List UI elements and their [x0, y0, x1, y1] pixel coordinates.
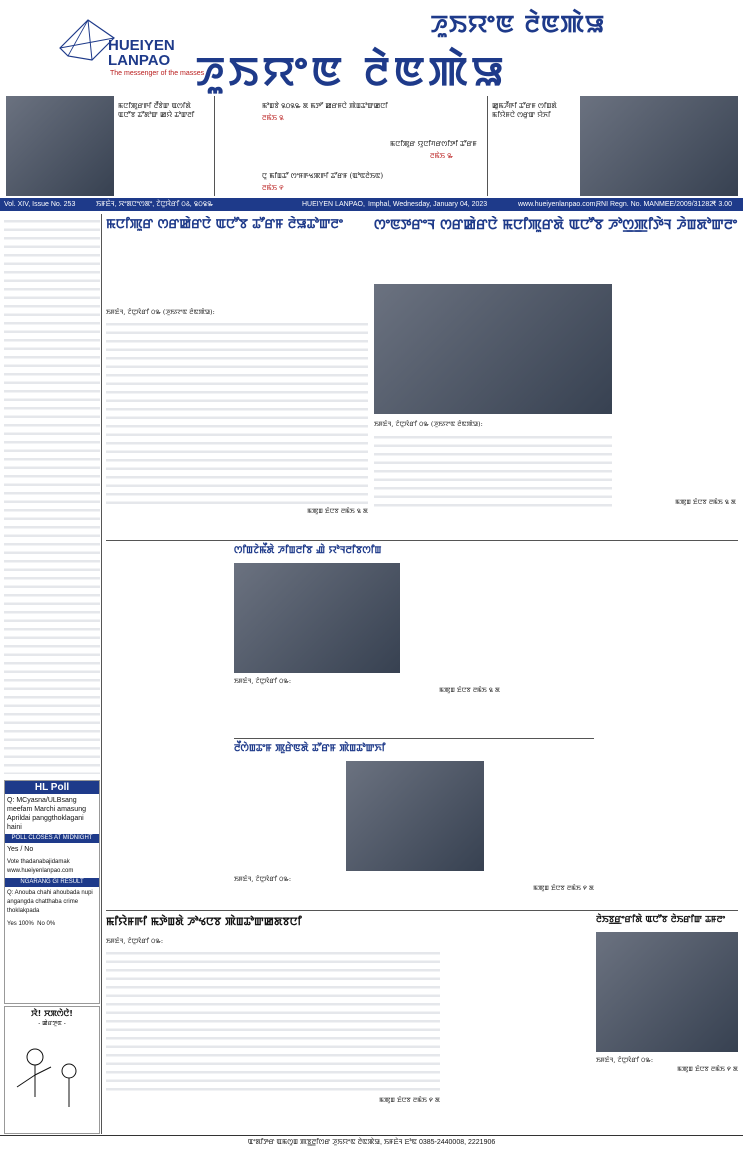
article-more-link[interactable]: ꯃꯄꯨꯡ ꯐꯥꯅꯕ ꯂꯃꯥꯏ ꯲ ꯗ [439, 685, 500, 694]
left-column [4, 214, 100, 774]
left-column-text [4, 214, 100, 774]
article-more-link[interactable]: ꯃꯄꯨꯡ ꯐꯥꯅꯕ ꯂꯃꯥꯏ ꯲ ꯗ [675, 498, 736, 506]
masthead-title-meitei: ꯍꯨꯏꯌꯦꯟ ꯂꯥꯟꯄꯥꯎ [196, 49, 508, 95]
teaser-right-text: ꯀꯨꯃꯍꯩꯒꯤ ꯊꯧꯔꯝ ꯁꯤꯡꯗꯥ ꯃꯤꯌꯥꯝꯅꯥ ꯁꯔꯨꯛ ꯌꯥꯈꯤ [492, 102, 557, 119]
dateline: Imphal, Wednesday, January 04, 2023 [368, 201, 488, 208]
article-photo [596, 932, 738, 1052]
poll-yes-option[interactable]: Yes [7, 846, 19, 853]
poll-title: HL Poll [5, 781, 99, 794]
article-photo [346, 761, 484, 871]
teaser-center-1: ꯃꯣꯡꯕꯥ ꯲꯰꯲꯳ ꯗ ꯃꯇꯧ ꯀꯔꯝꯅꯥ ꯄꯥꯡꯊꯣꯛꯀꯅꯤ [262, 102, 388, 110]
article-photo [234, 563, 400, 673]
article-lead-1 [106, 216, 368, 515]
poll-options: Yes / No [7, 846, 34, 853]
article-bottom [106, 914, 440, 1104]
price: ₹ 3.00 [712, 201, 733, 208]
poll-no-option[interactable]: No [24, 846, 34, 853]
paper-name: HUEIYEN LANPAO, [302, 201, 365, 208]
article-lead-2 [374, 216, 738, 506]
local-date: ꯏꯝꯐꯥꯜ, ꯋꯦꯗꯅꯦꯁꯗꯦ, ꯖꯥꯅꯨꯋꯥꯔꯤ ꯰꯴, ꯲꯰꯲꯳ [96, 201, 214, 208]
teaser-left-photo [6, 96, 114, 196]
masthead-title-bengali: ꯍꯨꯏꯌꯦꯟ ꯂꯥꯟꯄꯥꯎ [430, 10, 606, 38]
article-more-link[interactable]: ꯃꯄꯨꯡ ꯐꯥꯅꯕ ꯂꯃꯥꯏ ꯵ ꯗ [677, 1064, 738, 1073]
poll-result-question: Q: Anouba chahi ahoubada nupi angangda chatthaba crime thoklakpada [7, 890, 93, 914]
teaser-center-3: ꯅꯨ ꯃꯤꯡꯊꯧ ꯁꯦꯝꯒꯠꯄꯒꯤ ꯊꯧꯔꯝ (ꯑꯣꯟꯂꯥꯏꯟ) [262, 172, 384, 180]
article-headline: ꯁꯦꯟꯇꯔꯦꯜ ꯁꯔꯀꯥꯔꯅꯥ ꯃꯅꯤꯄꯨꯔꯗꯥ ꯑꯅꯧꯕ ꯍꯣꯁ꯭ꯄꯤꯇꯥꯜ ꯍꯥꯡꯗꯣꯛꯂꯦ [374, 217, 738, 233]
volume-issue: Vol. XIV, Issue No. 253 [4, 201, 76, 208]
poll-vote-link[interactable]: Vote thadanabajidamak www.hueiyenlanpao.com [7, 859, 74, 874]
teaser-center-2-more[interactable]: ꯂꯃꯥꯏ ꯳ [430, 152, 454, 160]
poll-result-no: No 0% [37, 921, 56, 927]
footer-imprint: ꯑꯦꯗꯤꯇꯔ ꯑꯃꯁꯨꯡ ꯄꯕ꯭ꯂꯤꯁꯔ ꯍꯨꯏꯌꯦꯟ ꯂꯥꯟꯄꯥꯎ, ꯏꯝꯐꯥꯜ ꯐꯣꯟ 0385-2440008, 2221906 [0, 1135, 743, 1151]
teaser-center-2: ꯃꯅꯤꯄꯨꯔ ꯌꯨꯅꯤꯚꯔꯁꯤꯇꯤ ꯊꯧꯔꯝ [390, 140, 477, 148]
cartoon-title: ꯋꯥ! ꯆꯞꯁꯥꯅꯥ! [31, 1009, 73, 1018]
teaser-left-text: ꯃꯅꯤꯄꯨꯔꯒꯤ ꯂꯩꯕꯥꯛ ꯑꯁꯤꯗꯥ ꯑꯅꯧꯕ ꯊꯧꯗꯣꯛ ꯀꯌꯥ ꯊꯣꯛꯂꯤ [118, 102, 195, 119]
teaser-center-3-more[interactable]: ꯂꯃꯥꯏ ꯵ [262, 184, 284, 192]
article-headline: ꯁꯤꯡꯖꯥꯃꯩꯗꯥ ꯍꯤꯡꯂꯤꯕ ꯉꯥ ꯌꯣꯜꯂꯤꯕꯁꯤꯡ [234, 545, 382, 556]
cartoon-caption: - ꯀꯥꯔꯇꯨꯟ - [38, 1020, 66, 1027]
logo-line1: HUEIYEN [108, 37, 175, 54]
article-dateline: ꯏꯝꯐꯥꯜ, ꯖꯥꯅꯨꯋꯥꯔꯤ ꯰꯳: [106, 937, 164, 945]
website: www.hueiyenlanpao.com, [518, 201, 598, 208]
poll-result-title: NGARANG GI RESULT [5, 878, 99, 887]
cartoon-box [4, 1006, 100, 1134]
article-headline: ꯂꯥꯏꯕ꯭ꯔꯦꯔꯤꯗꯥ ꯑꯅꯧꯕ ꯂꯥꯏꯔꯤꯛ ꯊꯝꯂꯦ [596, 915, 726, 925]
logo-tagline: The messenger of the masses [110, 70, 205, 77]
poll-question: Q: MCyasna/ULBsang meefam Marchi amasung Aprildai panggthoklagani haini [7, 797, 86, 831]
article-dateline: ꯏꯝꯐꯥꯜ, ꯖꯥꯅꯨꯋꯥꯔꯤ ꯰꯳: [596, 1056, 654, 1064]
article-more-link[interactable]: ꯃꯄꯨꯡ ꯐꯥꯅꯕ ꯂꯃꯥꯏ ꯵ ꯗ [533, 883, 594, 892]
article-dateline: ꯏꯝꯐꯥꯜ, ꯖꯥꯅꯨꯋꯥꯔꯤ ꯰꯳ (ꯍꯨꯏꯌꯦꯟ ꯂꯥꯟꯄꯥꯎ): [374, 420, 483, 428]
cartoon-drawing-icon [5, 1027, 95, 1123]
info-bar [0, 198, 743, 211]
masthead [0, 0, 743, 98]
article-headline: ꯂꯩꯁꯥꯡꯊꯦꯝ ꯄꯨꯔꯥꯟꯗꯥ ꯊꯧꯔꯝ ꯄꯥꯡꯊꯣꯛꯈꯤ [234, 743, 386, 754]
article-headline: ꯃꯅꯤꯄꯨꯔ ꯁꯔꯀꯥꯔꯅꯥ ꯑꯅꯧꯕ ꯊꯧꯔꯝ ꯂꯥꯎꯊꯣꯛꯂꯦ [106, 217, 343, 232]
article-library [596, 914, 738, 1073]
teaser-right-photo [580, 96, 738, 196]
article-dateline: ꯏꯝꯐꯥꯜ, ꯖꯥꯅꯨꯋꯥꯔꯤ ꯰꯳: [234, 677, 292, 685]
logo-text [108, 38, 175, 68]
poll-closes: POLL CLOSES AT MIDNIGHT [5, 834, 99, 843]
article-headline: ꯃꯤꯌꯥꯝꯒꯤ ꯃꯇꯥꯡꯗꯥ ꯍꯣꯠꯅꯕ ꯄꯥꯡꯊꯣꯛꯀꯗꯕꯅꯤ [106, 915, 302, 928]
logo-line2: LANPAO [108, 52, 171, 69]
poll-result-yes: Yes 100% [7, 921, 34, 927]
article-fish-market [234, 544, 500, 694]
teaser-center-1-more[interactable]: ꯂꯃꯥꯏ ꯲ [262, 114, 284, 122]
article-event [234, 742, 594, 892]
rni-number: RNI Regn. No. MANMEE/2009/31282 [596, 201, 714, 208]
article-more-link[interactable]: ꯃꯄꯨꯡ ꯐꯥꯅꯕ ꯂꯃꯥꯏ ꯵ ꯗ [379, 1095, 440, 1104]
article-more-link[interactable]: ꯃꯄꯨꯡ ꯐꯥꯅꯕ ꯂꯃꯥꯏ ꯲ ꯗ [307, 506, 368, 515]
article-dateline: ꯏꯝꯐꯥꯜ, ꯖꯥꯅꯨꯋꯥꯔꯤ ꯰꯳ (ꯍꯨꯏꯌꯦꯟ ꯂꯥꯟꯄꯥꯎ): [106, 308, 215, 316]
article-dateline: ꯏꯝꯐꯥꯜ, ꯖꯥꯅꯨꯋꯥꯔꯤ ꯰꯳: [234, 875, 292, 883]
article-photo [374, 284, 612, 414]
hl-poll-box [4, 780, 100, 1004]
